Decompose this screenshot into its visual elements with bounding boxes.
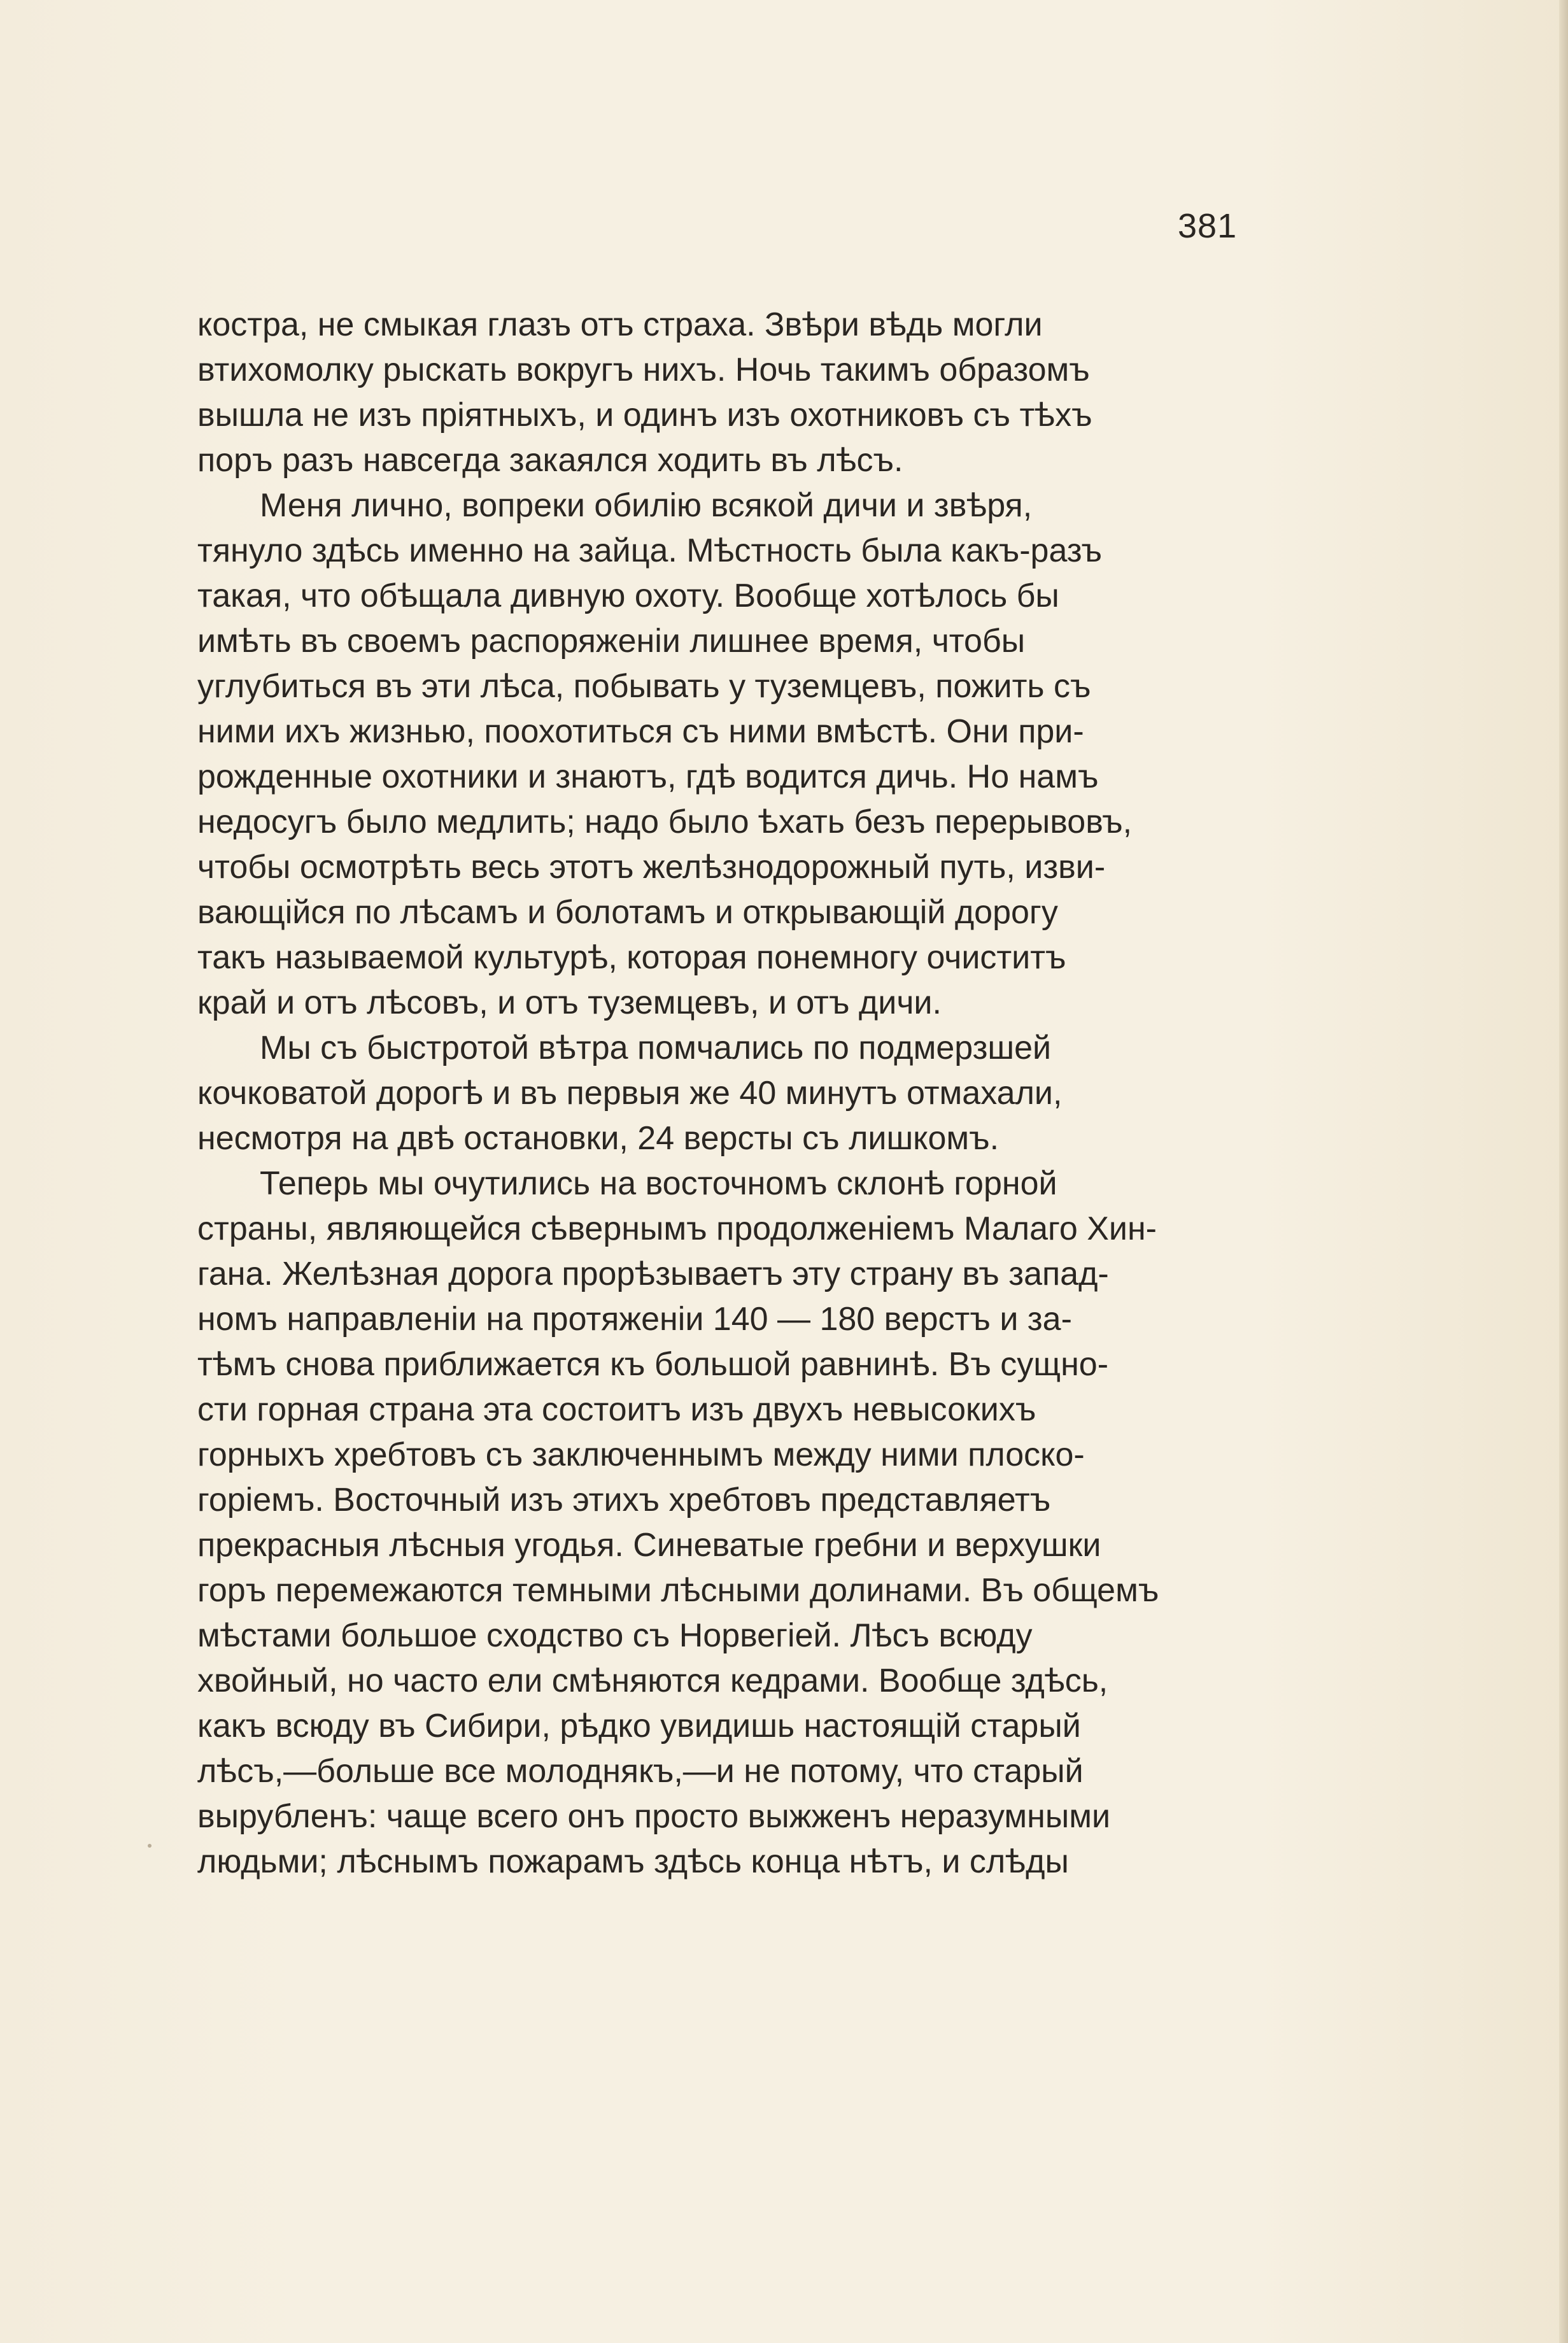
text-line: хвойный, но часто ели смѣняются кедрами. Вообще здѣсь, <box>197 1662 1108 1699</box>
text-line: тянуло здѣсь именно на зайца. Мѣстность была какъ-разъ <box>197 532 1102 569</box>
text-line: Теперь мы очутились на восточномъ склонѣ горной <box>260 1165 1057 1202</box>
text-line: горныхъ хребтовъ съ заключеннымъ между ними плоско- <box>197 1436 1085 1473</box>
text-line: втихомолку рыскать вокругъ нихъ. Ночь такимъ образомъ <box>197 351 1090 388</box>
text-line: тѣмъ снова приближается къ большой равнинѣ. Въ сущно- <box>197 1346 1109 1383</box>
text-line: вающійся по лѣсамъ и болотамъ и открывающій дорогу <box>197 894 1058 931</box>
text-line: несмотря на двѣ остановки, 24 версты съ лишкомъ. <box>197 1120 999 1157</box>
text-line: такъ называемой культурѣ, которая понемногу очиститъ <box>197 939 1066 976</box>
text-line: номъ направленіи на протяженіи 140 — 180 верстъ и за- <box>197 1301 1072 1338</box>
text-line: костра, не смыкая глазъ отъ страха. Звѣри вѣдь могли <box>197 306 1043 343</box>
text-line: недосугъ было медлить; надо было ѣхать безъ перерывовъ, <box>197 803 1133 840</box>
text-line: сти горная страна эта состоитъ изъ двухъ невысокихъ <box>197 1391 1036 1428</box>
text-line: гана. Желѣзная дорога прорѣзываетъ эту страну въ запад- <box>197 1256 1109 1292</box>
text-line: прекрасныя лѣсныя угодья. Синеватые гребни и верхушки <box>197 1527 1101 1564</box>
text-line: горъ перемежаются темными лѣсными долинами. Въ общемъ <box>197 1572 1159 1609</box>
text-line: поръ разъ навсегда закаялся ходить въ лѣсъ. <box>197 442 903 479</box>
body-text <box>197 302 1248 1885</box>
paper-speck <box>148 1844 152 1848</box>
text-line: людьми; лѣснымъ пожарамъ здѣсь конца нѣтъ, и слѣды <box>197 1843 1069 1880</box>
text-line: углубиться въ эти лѣса, побывать у туземцевъ, пожить съ <box>197 668 1091 705</box>
text-line: чтобы осмотрѣть весь этотъ желѣзнодорожный путь, изви- <box>197 849 1106 886</box>
text-line: Меня лично, вопреки обилію всякой дичи и звѣря, <box>260 487 1033 524</box>
text-line: какъ всюду въ Сибири, рѣдко увидишь настоящій старый <box>197 1708 1081 1745</box>
text-line: мѣстами большое сходство съ Норвегіей. Лѣсъ всюду <box>197 1617 1033 1654</box>
text-line: такая, что обѣщала дивную охоту. Вообще хотѣлось бы <box>197 577 1059 614</box>
text-line: кочковатой дорогѣ и въ первыя же 40 минутъ отмахали, <box>197 1075 1063 1112</box>
text-line: вырубленъ: чаще всего онъ просто выжженъ неразумными <box>197 1798 1111 1835</box>
text-line: горіемъ. Восточный изъ этихъ хребтовъ представляетъ <box>197 1482 1051 1518</box>
text-line: край и отъ лѣсовъ, и отъ туземцевъ, и отъ дичи. <box>197 984 942 1021</box>
text-line: Мы съ быстротой вѣтра помчались по подмерзшей <box>260 1030 1052 1066</box>
text-line: ними ихъ жизнью, поохотиться съ ними вмѣстѣ. Они при- <box>197 713 1084 750</box>
page-edge <box>1559 0 1568 2343</box>
text-line: страны, являющейся сѣвернымъ продолженіемъ Малаго Хин- <box>197 1210 1157 1247</box>
text-line: вышла не изъ пріятныхъ, и одинъ изъ охотниковъ съ тѣхъ <box>197 397 1092 434</box>
page-number: 381 <box>1178 207 1238 245</box>
text-line: лѣсъ,—больше все молоднякъ,—и не потому, что старый <box>197 1753 1084 1790</box>
text-line: рожденные охотники и знаютъ, гдѣ водится дичь. Но намъ <box>197 758 1099 795</box>
text-line: имѣть въ своемъ распоряженіи лишнее время, чтобы <box>197 623 1026 660</box>
